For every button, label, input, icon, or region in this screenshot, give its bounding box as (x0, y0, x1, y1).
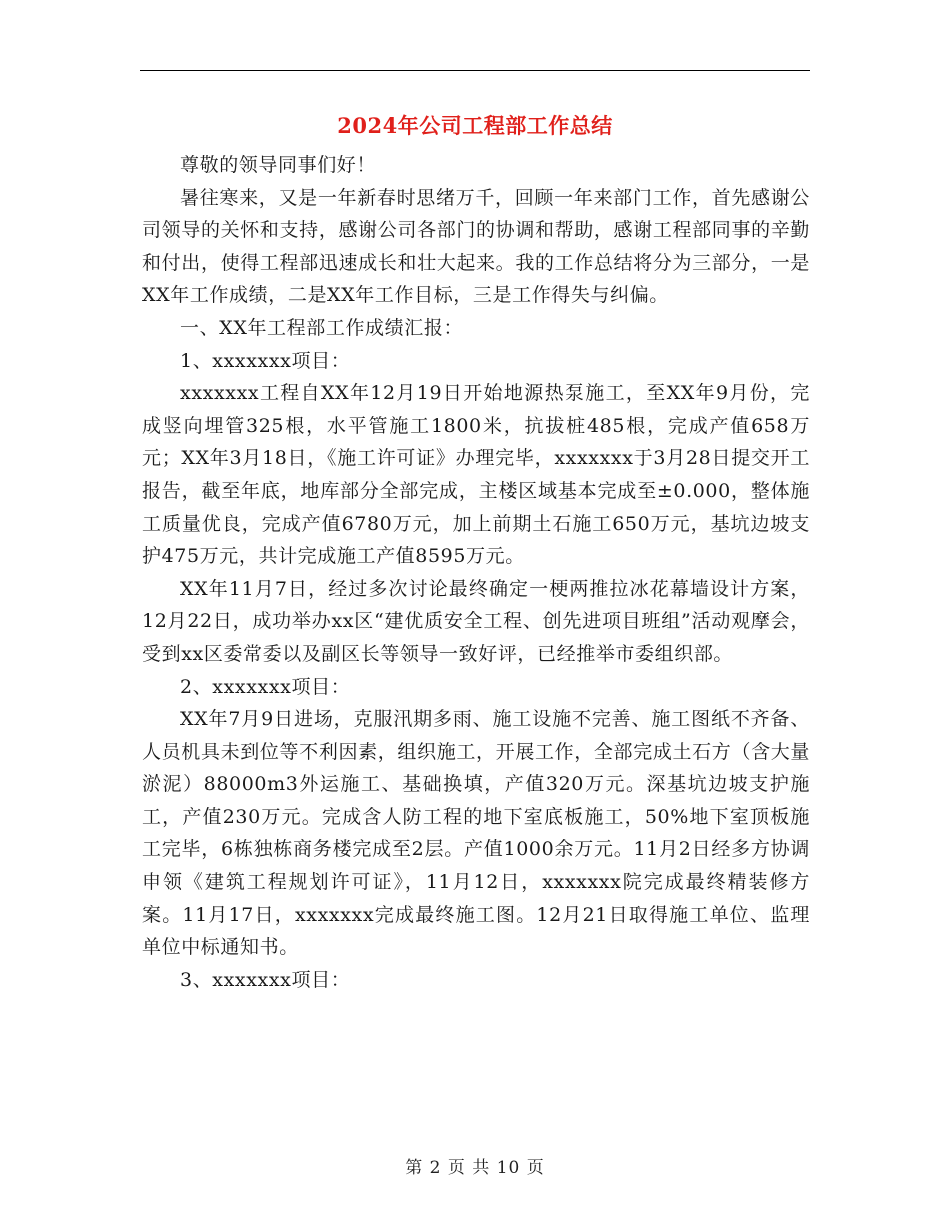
document-body (142, 149, 810, 996)
project-heading-1: 1、xxxxxxx项目： (180, 349, 351, 372)
paragraph-project-2: XX年7月9日进场，克服汛期多雨、施工设施不完善、施工图纸不齐备、人员机具未到位等不利因素，组织施工，开展工作，全部完成土石方（含大量淤泥）88000m3外运施工、基础换填，产值320万元。深基坑边坡支护施工，产值230万元。完成含人防工程的地下室底板施工，50%地下室顶板施工完毕，6栋独栋商务楼完成至2层。产值1000余万元。11月2日经多方协调申领《建筑工程规划许可证》，11月12日，xxxxxxx院完成最终精装修方案。11月17日，xxxxxxx完成最终施工图。12月21日取得施工单位、监理单位中标通知书。 (142, 708, 810, 959)
page-number-label: 第 2 页 共 10 页 (405, 1158, 545, 1178)
page-footer (0, 1153, 950, 1178)
project-heading-3: 3、xxxxxxx项目： (180, 968, 351, 991)
paragraph-intro: 暑往寒来，又是一年新春时思绪万千，回顾一年来部门工作，首先感谢公司领导的关怀和支持，感谢公司各部门的协调和帮助，感谢工程部同事的辛勤和付出，使得工程部迅速成长和壮大起来。我的工作总结将分为三部分，一是XX年工作成绩，二是XX年工作目标，三是工作得失与纠偏。 (142, 186, 810, 307)
paragraph-greeting: 尊敬的领导同事们好！ (180, 154, 377, 176)
header-rule (140, 70, 810, 71)
paragraph-project-1-events: XX年11月7日，经过多次讨论最终确定一梗两推拉冰花幕墙设计方案， 12月22日，成功举办xx区“建优质安全工程、创先进项目班组”活动观摩会，受到xx区委常委以及副区长等领导一致好评，已经推举市委组织部。 (142, 577, 810, 665)
paragraph-project-1: xxxxxxx工程自XX年12月19日开始地源热泵施工，至XX年9月份，完成竖向埋管325根，水平管施工1800米，抗拔桩485根，完成产值658万元；XX年3月18日，《施工许可证》办理完毕，xxxxxxx于3月28日提交开工报告，截至年底，地库部分全部完成，主楼区域基本完成至±0.000，整体施工质量优良，完成产值6780万元，加上前期土石施工650万元，基坑边坡支护475万元，共计完成施工产值8595万元。 (142, 382, 810, 568)
document-title: 2024年公司工程部工作总结 (337, 113, 613, 138)
section-heading-1: 一、XX年工程部工作成绩汇报： (180, 316, 464, 339)
project-heading-2: 2、xxxxxxx项目： (180, 675, 351, 698)
